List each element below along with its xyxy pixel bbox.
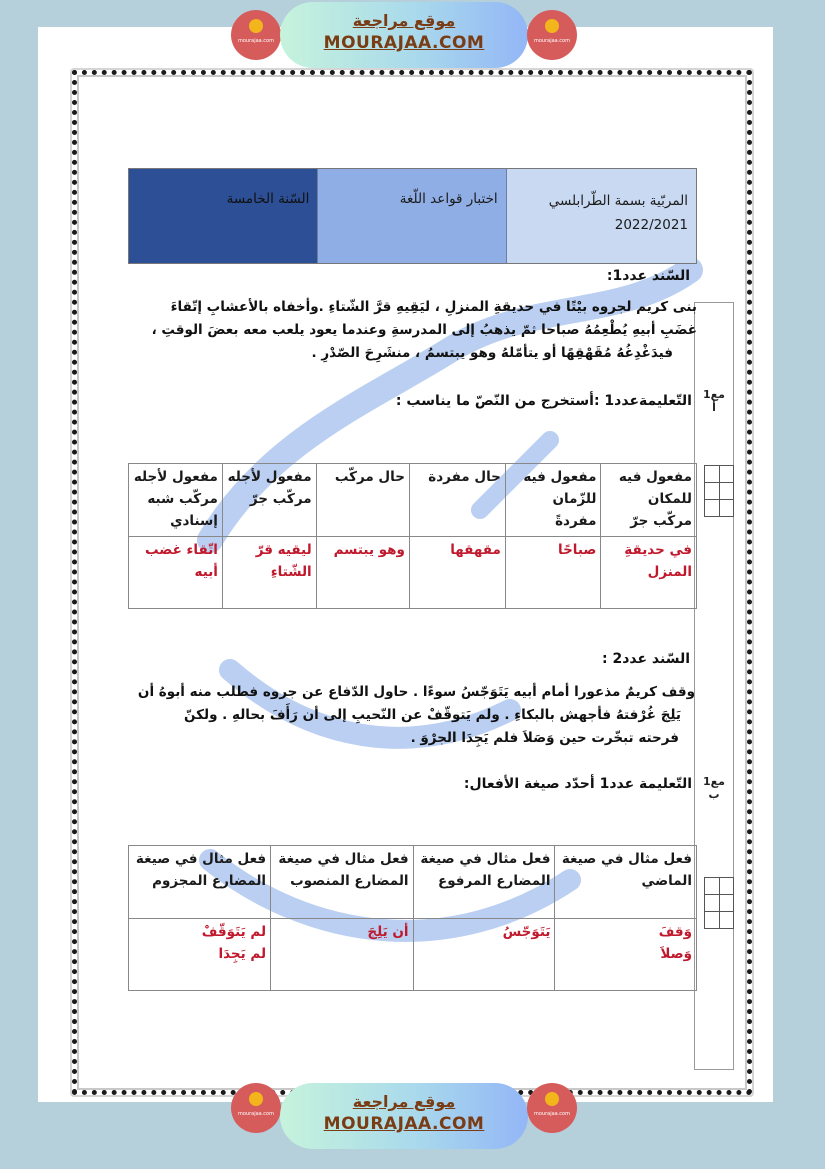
table-verb-forms	[128, 845, 697, 991]
answer-cell[interactable]: صباحًا	[505, 537, 601, 609]
document1-text	[107, 296, 697, 365]
document2-text	[95, 681, 695, 750]
banner-english: MOURAJAA.COM	[323, 1114, 485, 1134]
table-header-row	[129, 846, 697, 919]
answer-cell[interactable]: مقهقها	[409, 537, 505, 609]
document2-line: يَلِجَ غُرْفتهُ فأجهش بالبكاءِ . ولم يَتوقّفْ عن النّحيبِ إلى أن رَأَفَ بحالهِ . ولكنّ	[184, 707, 681, 723]
document1-line: غضَبِ أبيهِ يُطْعِمُهُ صباحا ثمّ يذهبُ إلى المدرسةِ وعندما يعود يلعب معه بعضَ الوقتِ ،	[151, 322, 697, 338]
teacher-name: المربّية بسمة الطّرابلسي	[548, 193, 688, 209]
site-badge-left-top	[231, 10, 281, 60]
grading-margin	[694, 302, 734, 1070]
header-teacher-cell	[507, 169, 696, 263]
table-header-row	[129, 464, 697, 537]
banner-arabic: موقع مراجعة	[352, 11, 456, 30]
score-grid-1b[interactable]	[704, 877, 734, 929]
banner-english: MOURAJAA.COM	[323, 33, 485, 53]
table-header-cell: مفعول فيه للزّمان مفردةً	[505, 464, 601, 537]
table-header-cell: فعل مثال في صيغة المضارع المجزوم	[129, 846, 271, 919]
badge-text: mourajaa.com	[237, 38, 274, 44]
criterion-label-1b: مع1 ب	[703, 775, 725, 801]
answer-cell[interactable]: يَتَوَجّسُ	[413, 919, 555, 991]
table-header-cell: مفعول لأجله مركّب جرّ	[222, 464, 316, 537]
table-extract	[128, 463, 697, 609]
exam-title: اختبار قواعد اللّغة	[399, 191, 498, 207]
answer-cell[interactable]: لم يَتَوَقّفْ لم يَجِدَا	[129, 919, 271, 991]
header-title-cell	[317, 169, 506, 263]
answer-cell[interactable]: وَقفَ وَصلاَ	[555, 919, 697, 991]
answer-cell[interactable]: أن يَلِجَ	[271, 919, 413, 991]
header-grade-cell	[129, 169, 317, 263]
answer-cell[interactable]: ليقيه قرّ الشّتاءِ	[222, 537, 316, 609]
site-badge-right-bottom	[527, 1083, 577, 1133]
table-answer-row	[129, 537, 697, 609]
table-header-cell: فعل مثال في صيغة المضارع المرفوع	[413, 846, 555, 919]
score-grid-1a[interactable]	[704, 465, 734, 517]
document1-line: بنى كريم لجروه بيْتًا في حديقةِ المنزلِ ، ليَقِيهِ قرَّ الشّتاءِ .وأخفاه بالأعشابِ إتّقاءَ	[170, 299, 697, 315]
table-answer-row	[129, 919, 697, 991]
answer-cell[interactable]: وهو يبتسم	[316, 537, 409, 609]
grade-label: السّنة الخامسة	[226, 191, 310, 207]
site-badge-right-top	[527, 10, 577, 60]
badge-text: mourajaa.com	[237, 1111, 274, 1117]
table-header-cell: حال مفردة	[409, 464, 505, 537]
banner-arabic: موقع مراجعة	[352, 1092, 456, 1111]
table-header-cell: مفعول لأجله مركّب شبه إسنادي	[129, 464, 223, 537]
exam-header	[128, 168, 697, 264]
badge-text: mourajaa.com	[533, 1111, 570, 1117]
document2-line: وقف كريمٌ مذعورا أمام أبيه يَتَوَجّسُ سوءًا . حاول الدّفاع عن جروه فطلب منه أبوهُ أن	[137, 684, 695, 700]
badge-text: mourajaa.com	[533, 38, 570, 44]
book-icon	[545, 19, 559, 33]
document1-line: فيدَغْدِغُهُ مُقَهْقِهًا أو يتأمّلهُ وهو يبتسمُ ، منشَرِحَ الصّدْرِ .	[311, 345, 673, 361]
criterion-label-1a: مع1 أ	[703, 388, 725, 414]
table-header-cell: حال مركّب	[316, 464, 409, 537]
instruction2-text: التّعليمة عدد1 أحدّد صيغة الأفعال:	[463, 776, 692, 792]
site-badge-left-bottom	[231, 1083, 281, 1133]
book-icon	[545, 1092, 559, 1106]
book-icon	[249, 19, 263, 33]
table-header-cell: مفعول فيه للمكان مركّب جرّ	[601, 464, 697, 537]
school-year: 2022/2021	[614, 217, 688, 233]
document1-title: السّند عدد1:	[606, 268, 690, 284]
answer-cell[interactable]: اتّقاء غضب أبيه	[129, 537, 223, 609]
instruction1-text: التّعليمةعدد1 :أستخرج من النّصّ ما يناسب :	[395, 393, 692, 409]
book-icon	[249, 1092, 263, 1106]
table-header-cell: فعل مثال في صيغة المضارع المنصوب	[271, 846, 413, 919]
table-header-cell: فعل مثال في صيغة الماضي	[555, 846, 697, 919]
site-banner-bottom[interactable]	[280, 1083, 528, 1149]
answer-cell[interactable]: في حديقةِ المنزل	[601, 537, 697, 609]
document2-title: السّند عدد2 :	[601, 651, 690, 667]
document2-line: فرحته تبخّرت حين وَصَلاَ فلم يَجِدَا الجرْوَ .	[410, 730, 679, 746]
site-banner-top[interactable]	[280, 2, 528, 68]
